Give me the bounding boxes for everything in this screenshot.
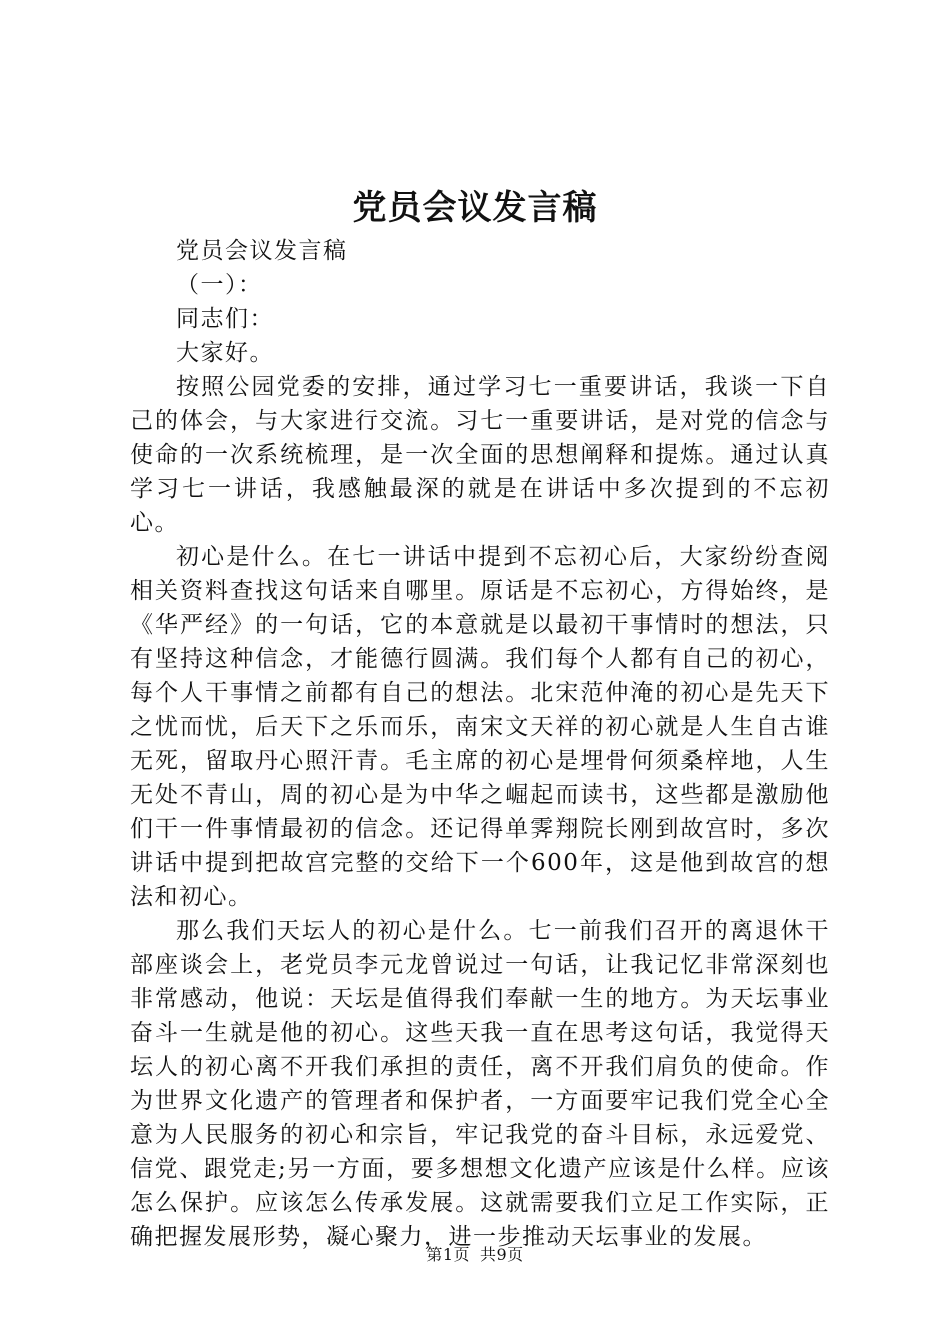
page-total: 共9页 bbox=[480, 1245, 524, 1264]
paragraph-introduction: 按照公园党委的安排，通过学习七一重要讲话，我谈一下自己的体会，与大家进行交流。习七一重要讲话，是对党的信念与使命的一次系统梳理，是一次全面的思想阐释和提炼。通过认真学习七一讲话，我感触最深的就是在讲话中多次提到的不忘初心。 bbox=[130, 374, 830, 536]
paragraph-salutation: 同志们： bbox=[176, 306, 274, 332]
paragraph-original-aspiration: 初心是什么。在七一讲话中提到不忘初心后，大家纷纷查阅相关资料查找这句话来自哪里。原话是不忘初心，方得始终，是《华严经》的一句话，它的本意就是以最初干事情时的想法，只有坚持这种信念，才能德行圆满。我们每个人都有自己的初心，每个人干事情之前都有自己的想法。北宋范仲淹的初心是先天下之忧而忧，后天下之乐而乐，南宋文天祥的初心就是人生自古谁无死，留取丹心照汗青。毛主席的初心是埋骨何须桑梓地，人生无处不青山，周的初心是为中华之崛起而读书，这些都是激励他们干一件事情最初的信念。还记得单霁翔院长刚到故宫时，多次讲话中提到把故宫完整的交给下一个600年，这是他到故宫的想法和初心。 bbox=[130, 544, 830, 910]
paragraph-greeting: 大家好。 bbox=[176, 340, 274, 366]
page-number: 第1页 bbox=[426, 1245, 470, 1264]
paragraph-section-number: （一）： bbox=[176, 272, 263, 298]
paragraph-subtitle: 党员会议发言稿 bbox=[176, 238, 348, 264]
page-footer bbox=[0, 1244, 950, 1266]
document-title: 党员会议发言稿 bbox=[352, 188, 598, 228]
document-body bbox=[130, 234, 830, 1254]
paragraph-tiantan-aspiration: 那么我们天坛人的初心是什么。七一前我们召开的离退休干部座谈会上，老党员李元龙曾说过一句话，让我记忆非常深刻也非常感动，他说：天坛是值得我们奉献一生的地方。为天坛事业奋斗一生就是他的初心。这些天我一直在思考这句话，我觉得天坛人的初心离不开我们承担的责任，离不开我们肩负的使命。作为世界文化遗产的管理者和保护者，一方面要牢记我们党全心全意为人民服务的初心和宗旨，牢记我党的奋斗目标，永远爱党、信党、跟党走;另一方面，要多想想文化遗产应该是什么样。应该怎么保护。应该怎么传承发展。这就需要我们立足工作实际，正确把握发展形势，凝心聚力，进一步推动天坛事业的发展。 bbox=[130, 918, 830, 1250]
